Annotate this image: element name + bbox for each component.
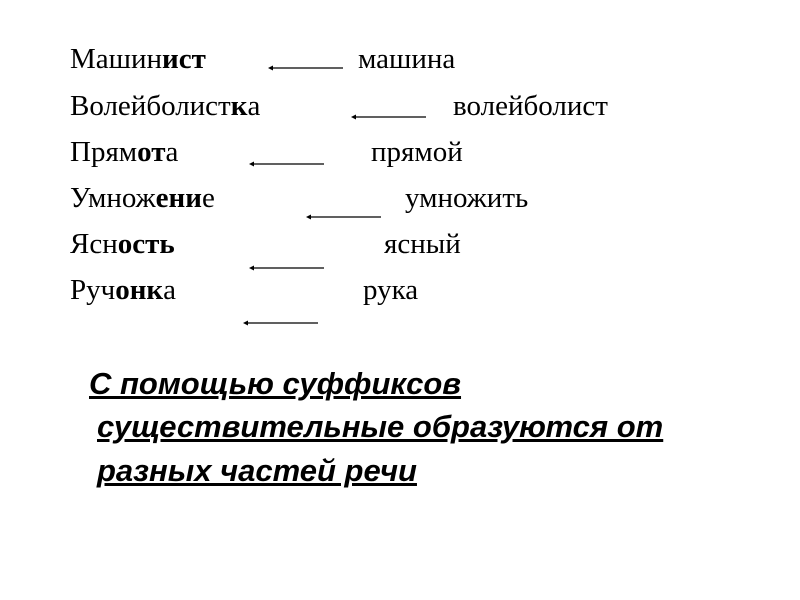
word-segment: а — [165, 136, 179, 168]
word-segment: Машин — [70, 43, 163, 75]
derived-word-4 — [70, 181, 215, 215]
word-segment: а — [163, 274, 177, 306]
derived-word-3 — [70, 135, 178, 169]
suffix-segment: ость — [117, 228, 175, 260]
derivation-arrow-1 — [268, 63, 344, 73]
base-word-5: ясный — [384, 228, 461, 260]
derivation-arrow-3 — [249, 159, 325, 169]
suffix-segment: к — [230, 90, 248, 122]
suffix-segment: ени — [155, 182, 202, 214]
derived-word-6 — [70, 273, 176, 307]
word-segment: Ясн — [70, 228, 118, 260]
suffix-segment: ист — [162, 43, 206, 75]
base-word-2: волейболист — [453, 90, 608, 122]
conclusion-line-1: С помощью суффиксов — [89, 366, 462, 401]
base-word-3: прямой — [371, 136, 463, 168]
derived-word-5 — [70, 227, 175, 261]
derivation-arrow-6 — [243, 318, 319, 328]
derivation-arrow-2 — [351, 112, 427, 122]
suffix-segment: от — [137, 136, 166, 168]
conclusion-line-3: разных частей речи — [97, 453, 417, 488]
word-segment: Прям — [70, 136, 138, 168]
derivation-arrow-5 — [249, 263, 325, 273]
derivation-arrow-4 — [306, 212, 382, 222]
suffix-segment: онк — [115, 274, 164, 306]
base-word-1: машина — [358, 43, 456, 75]
word-segment: Руч — [70, 274, 116, 306]
derived-word-1 — [70, 42, 206, 76]
base-word-4: умножить — [405, 182, 529, 214]
word-segment: Умнож — [70, 182, 156, 214]
word-segment: а — [247, 90, 261, 122]
base-word-6: рука — [363, 274, 419, 306]
word-segment: Волейболист — [70, 90, 231, 122]
word-segment: е — [201, 182, 215, 214]
conclusion-line-2: существительные образуются от — [97, 409, 664, 444]
derived-word-2 — [70, 89, 260, 123]
